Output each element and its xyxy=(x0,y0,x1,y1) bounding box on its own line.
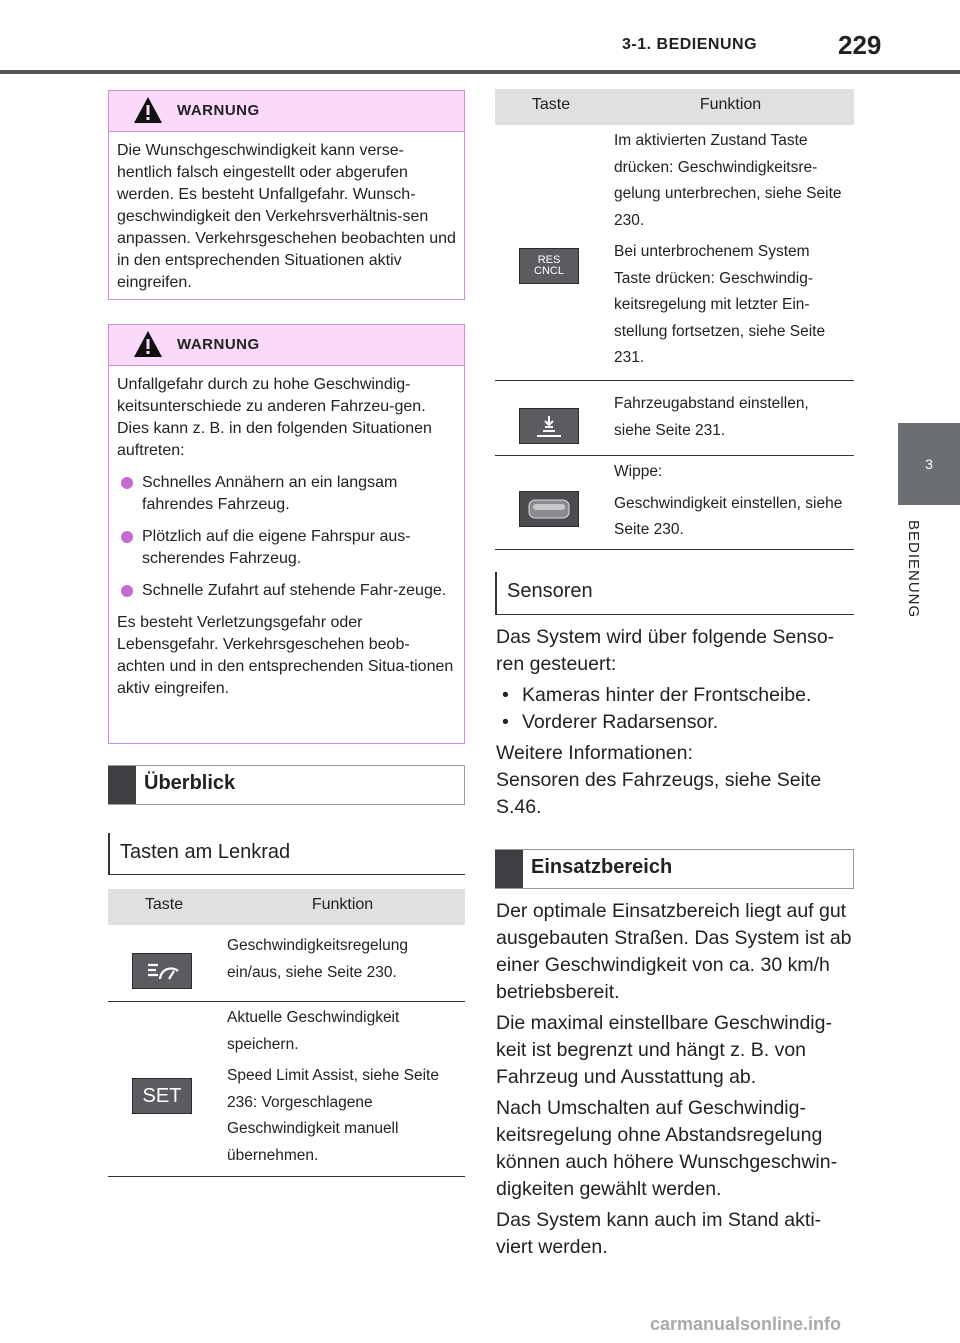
subsection-title: Tasten am Lenkrad xyxy=(120,841,291,863)
warning-header xyxy=(109,91,464,132)
chapter-tab[interactable]: 3 xyxy=(898,423,960,505)
sensors-intro: Das System wird über folgende Senso-ren gesteuert: xyxy=(496,626,835,675)
distance-button[interactable] xyxy=(519,408,579,444)
rocker-switch[interactable] xyxy=(519,491,579,527)
table-header xyxy=(495,89,854,125)
sensor-bullet: • Vorderer Radarsensor. xyxy=(496,709,856,736)
footer-watermark: carmanualsonline.info xyxy=(650,1314,842,1334)
buttons-table-right xyxy=(495,89,854,550)
warning-box-1 xyxy=(108,90,465,300)
col-header-key: Taste xyxy=(531,96,571,113)
usage-paragraph: Die maximal einstellbare Geschwindig-keit ist begrenzt und hängt z. B. von Fahrzeug und Ausstattung ab. xyxy=(496,1012,832,1088)
set-button[interactable]: SET xyxy=(132,1078,192,1114)
warning-header xyxy=(109,325,464,366)
sensors-text xyxy=(496,624,856,821)
table-row xyxy=(495,125,854,381)
function-text: Speed Limit Assist, siehe Seite 236: Vorgeschlagene Geschwindigkeit manuell übernehmen. xyxy=(227,1067,439,1164)
cruise-control-button[interactable] xyxy=(132,953,192,989)
key-label-cncl: CNCL xyxy=(534,265,564,277)
header-rule xyxy=(0,70,960,74)
table-row xyxy=(495,381,854,456)
section-title: Einsatzbereich xyxy=(531,856,673,878)
function-text: Wippe: xyxy=(614,463,663,480)
function-text: Geschwindigkeit einstellen, siehe Seite 230. xyxy=(614,494,843,538)
section-bar xyxy=(495,850,523,888)
cruise-control-icon xyxy=(142,957,182,985)
warning-title: WARNUNG xyxy=(177,102,260,119)
warning-bullet: Schnelle Zufahrt auf stehende Fahr-zeuge. xyxy=(117,580,456,602)
function-text: Geschwindigkeitsregelung ein/aus, siehe Seite 230. xyxy=(227,937,408,981)
more-info-text[interactable]: Sensoren des Fahrzeugs, siehe Seite S.46. xyxy=(496,769,822,818)
page-number: 229 xyxy=(838,30,882,60)
warning-title: WARNUNG xyxy=(177,336,260,353)
chapter-label: BEDIENUNG xyxy=(905,520,922,619)
col-header-function: Funktion xyxy=(311,896,374,913)
function-text: Fahrzeugabstand einstellen, siehe Seite 231. xyxy=(614,395,809,439)
distance-icon xyxy=(529,412,569,440)
warning-bullet: Plötzlich auf die eigene Fahrspur aus-scherendes Fahrzeug. xyxy=(117,526,456,570)
function-text: Aktuelle Geschwindigkeit speichern. xyxy=(227,1009,400,1053)
table-header xyxy=(108,889,465,925)
usage-paragraph: Der optimale Einsatzbereich liegt auf gut ausgebauten Straßen. Das System ist ab einer Geschwindigkeit von ca. 30 km/h betriebsbereit. xyxy=(496,900,852,1003)
warning-triangle-icon xyxy=(133,330,163,358)
table-row xyxy=(495,456,854,550)
section-title: Überblick xyxy=(144,772,236,794)
sensor-bullet: • Kameras hinter der Frontscheibe. xyxy=(496,682,856,709)
warning-outro: Es besteht Verletzungsgefahr oder Lebensgefahr. Verkehrsgeschehen beob-achten und in den entsprechenden Situa-tionen aktiv eingreifen. xyxy=(117,614,454,697)
res-cncl-button[interactable] xyxy=(519,248,579,284)
function-text: Im aktivierten Zustand Taste drücken: Geschwindigkeitsre-gelung unterbrechen, siehe Seite 230. xyxy=(614,132,842,229)
warning-bullet: Schnelles Annähern an ein langsam fahrendes Fahrzeug. xyxy=(117,472,456,516)
warning-box-2 xyxy=(108,324,465,744)
section-bar xyxy=(108,766,136,804)
col-header-function: Funktion xyxy=(699,96,762,113)
table-row xyxy=(108,925,465,1002)
warning-intro: Unfallgefahr durch zu hohe Geschwindig-keitsunterschiede zu anderen Fahrzeu-gen. Dies kann z. B. in den folgenden Situationen auftreten: xyxy=(117,376,432,459)
section-heading-overview xyxy=(108,765,465,805)
subsection-heading-buttons xyxy=(108,833,465,875)
function-text: Bei unterbrochenem System Taste drücken: Geschwindig-keitsregelung mit letzter Ein-stellung fortsetzen, siehe Seite 231. xyxy=(614,243,826,366)
usage-paragraph: Nach Umschalten auf Geschwindig-keitsregelung ohne Abstandsregelung können auch höhere Wunschgeschwin-digkeiten gewählt werden. xyxy=(496,1097,838,1200)
rocker-switch-icon xyxy=(524,495,574,523)
usage-paragraph: Das System kann auch im Stand akti-viert werden. xyxy=(496,1209,822,1258)
section-title: 3-1. BEDIENUNG xyxy=(622,36,758,53)
more-info-label: Weitere Informationen: xyxy=(496,742,693,764)
subsection-title: Sensoren xyxy=(507,580,593,602)
subsection-heading-sensors xyxy=(495,572,854,615)
table-row xyxy=(108,1002,465,1177)
usage-text xyxy=(496,898,856,1265)
warning-triangle-icon xyxy=(133,96,163,124)
col-header-key: Taste xyxy=(144,896,184,913)
buttons-table-left xyxy=(108,889,465,1177)
warning-text: Die Wunschgeschwindigkeit kann verse-hentlich falsch eingestellt oder abgerufen werden. Es besteht Unfallgefahr. Wunsch-geschwindigkeit den Verkehrsverhältnis-sen anpassen. Verkehrsgeschehen beobachten und in den entsprechenden Situationen aktiv eingreifen. xyxy=(117,142,456,291)
key-label-res: RES xyxy=(537,254,561,266)
section-heading-usage xyxy=(495,849,854,889)
